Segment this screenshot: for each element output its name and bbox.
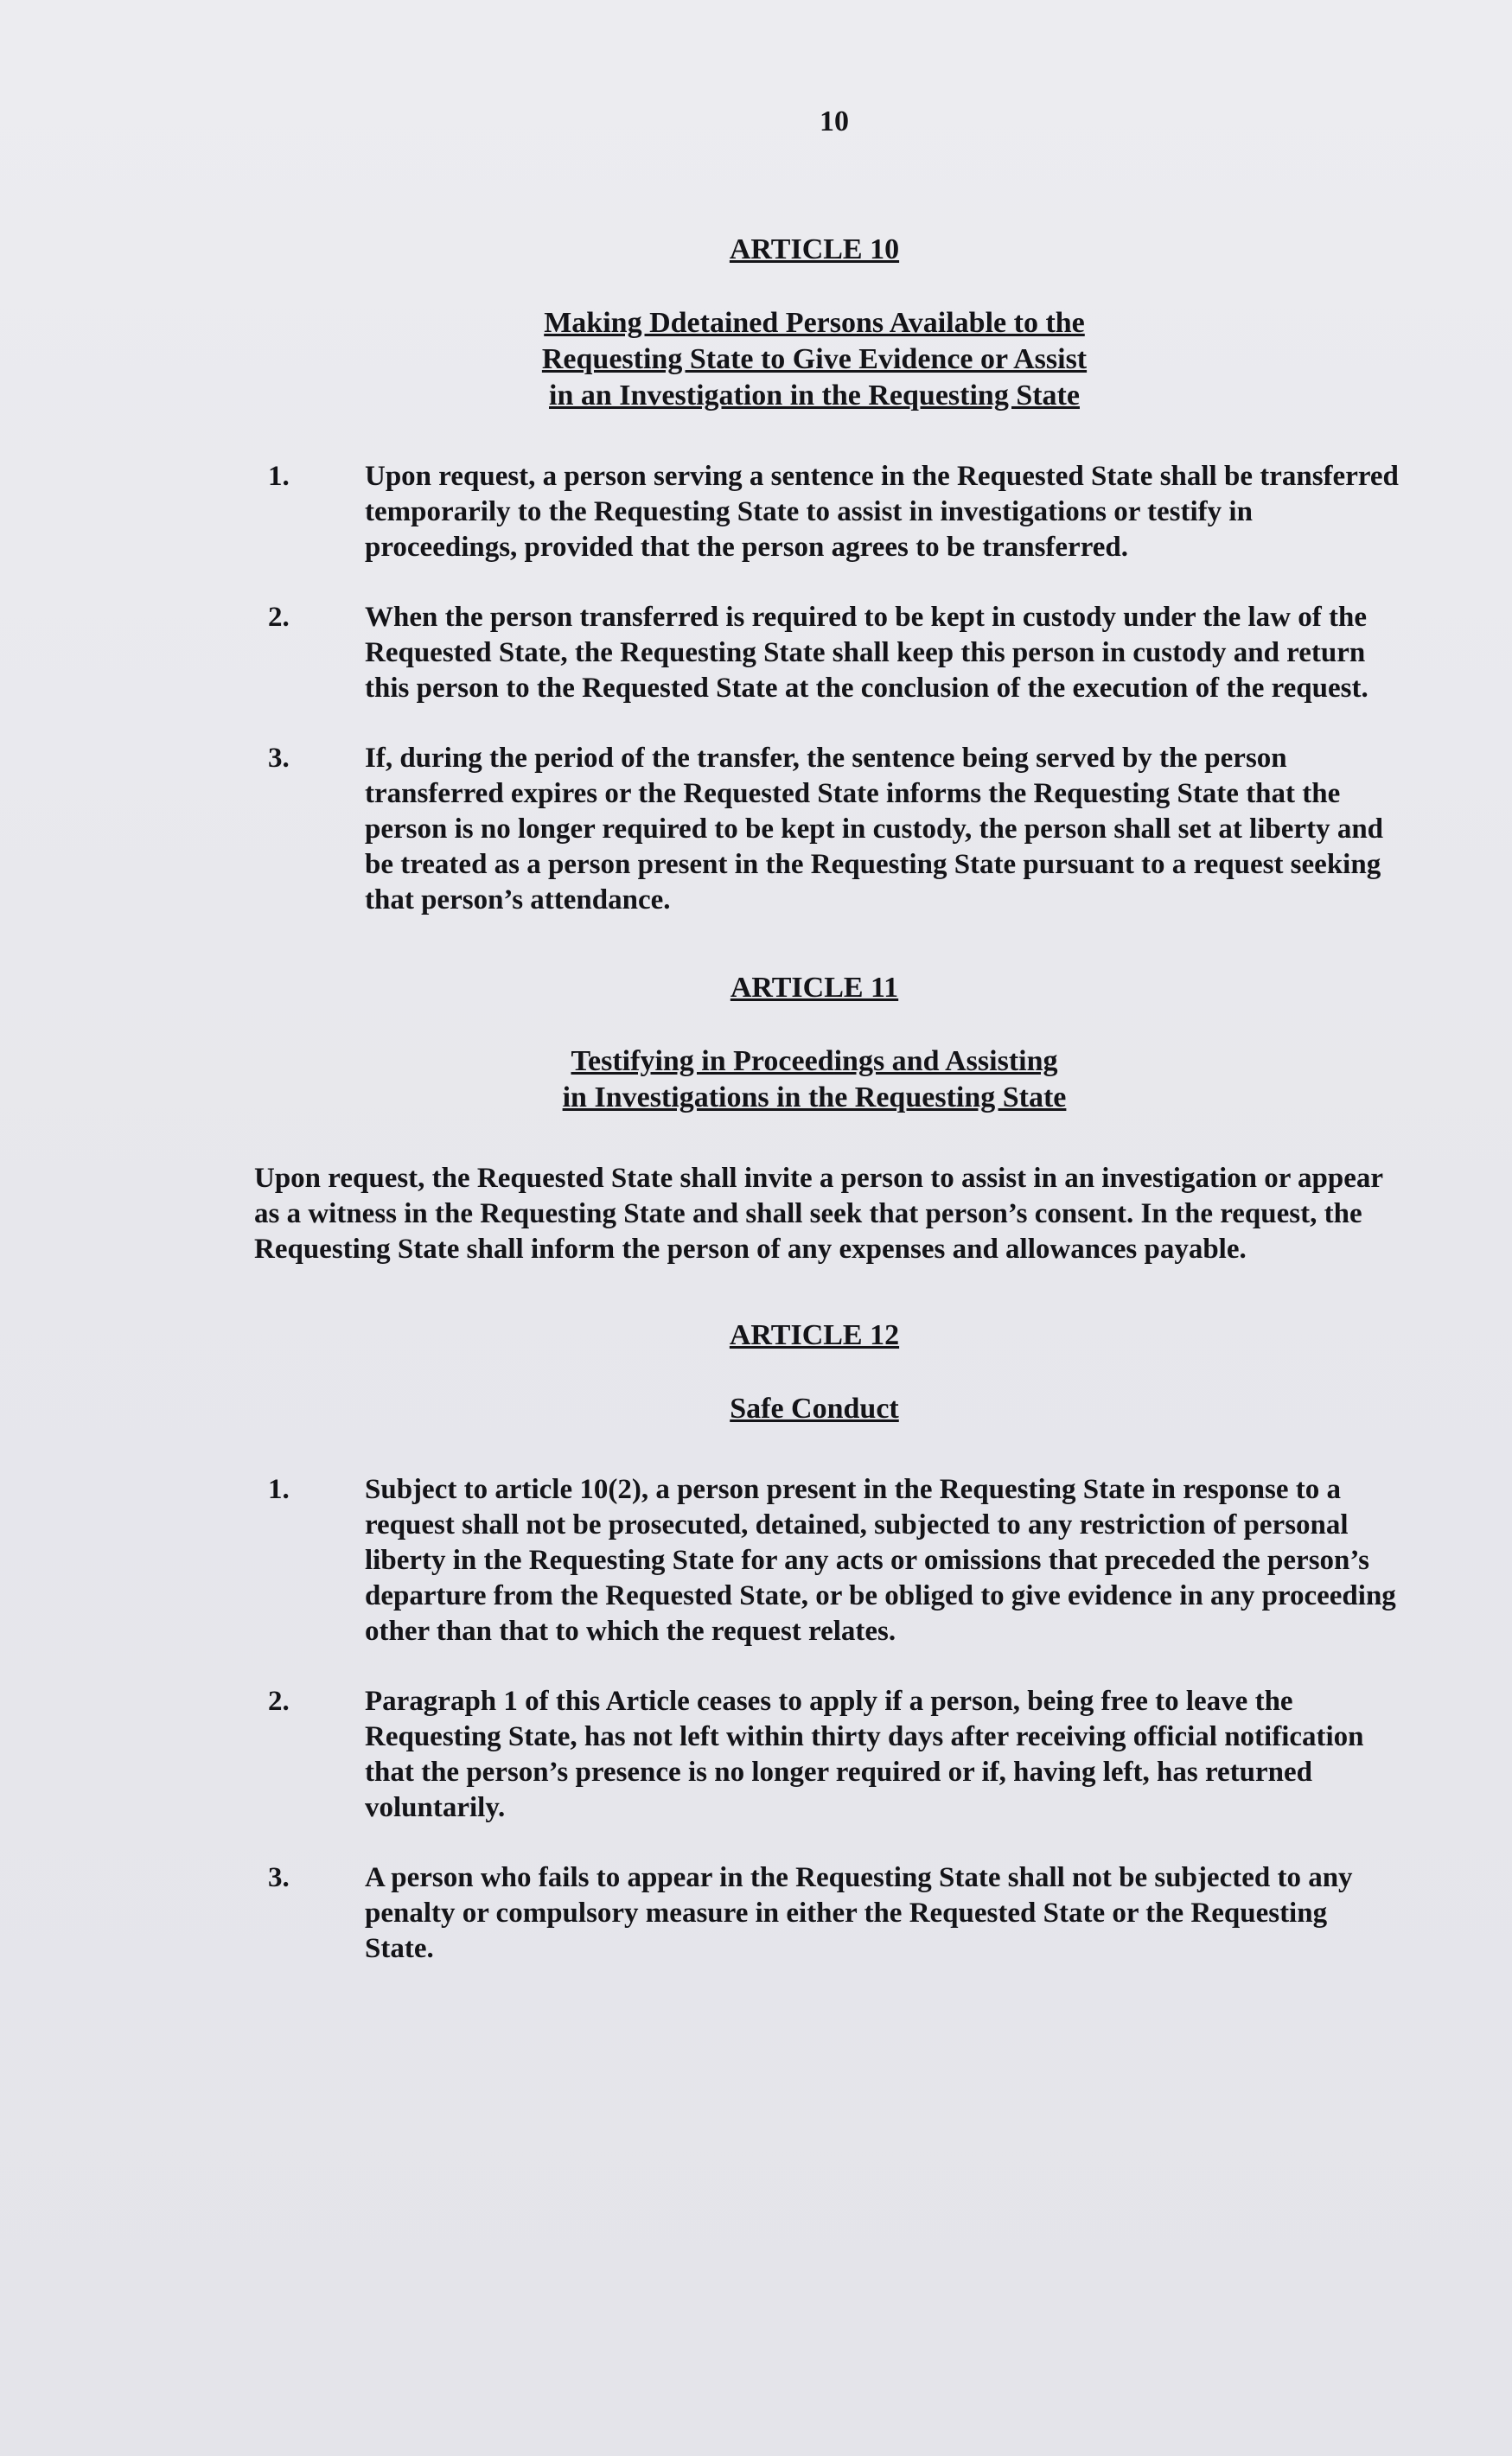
- article-12: [261, 1317, 1402, 1967]
- article-title: ARTICLE 12: [729, 1319, 900, 1351]
- article-subtitle: [261, 1391, 1402, 1427]
- article-subtitle: [261, 305, 1402, 414]
- page-number: 10: [820, 105, 849, 137]
- paragraph-text: A person who fails to appear in the Requesting State shall not be subjected to any penalty or compulsory measure in either the Requested State or the Requesting State.: [365, 1862, 1353, 1964]
- subtitle-line: Testifying in Proceedings and Assisting: [571, 1045, 1058, 1077]
- subtitle-line: Requesting State to Give Evidence or Assist: [541, 343, 1088, 375]
- paragraph: [261, 1684, 1402, 1826]
- subtitle-line: in Investigations in the Requesting State: [562, 1081, 1067, 1113]
- article-10: [261, 232, 1402, 918]
- article-title: ARTICLE 10: [729, 233, 900, 265]
- paragraph-number: 3.: [268, 743, 290, 774]
- paragraph: [261, 600, 1402, 706]
- subtitle-line: in an Investigation in the Requesting State: [549, 380, 1080, 411]
- article-text: Upon request, the Requested State shall invite a person to assist in an investigation or appear as a witness in the Requesting State and shall seek that person’s consent. In the request, the Requesting State shall inform the person of any expenses and allowances payable.: [254, 1163, 1383, 1265]
- subtitle-line: Making Ddetained Persons Available to the: [544, 307, 1085, 339]
- paragraph: [261, 1472, 1402, 1649]
- paragraph-number: 1.: [268, 461, 290, 492]
- paragraph-text: Upon request, a person serving a sentence in the Requested State shall be transferred temporarily to the Requesting State to assist in investigations or testify in proceedings, provided that the person agrees to be transferred.: [365, 461, 1399, 563]
- paragraph: [261, 459, 1402, 565]
- paragraph-number: 2.: [268, 602, 290, 633]
- paragraph: [261, 1860, 1402, 1967]
- article-subtitle: [261, 1043, 1402, 1116]
- paragraph-text: If, during the period of the transfer, the sentence being served by the person transferred expires or the Requested State informs the Requesting State that the person is no longer required to be kept in custody, the person shall set at liberty and be treated as a person present in the Requesting State pursuant to a request seeking that person’s attendance.: [365, 743, 1384, 915]
- paragraph-number: 2.: [268, 1686, 290, 1717]
- paragraph-text: When the person transferred is required to be kept in custody under the law of the Requested State, the Requesting State shall keep this person in custody and return this person to the Requested State at the conclusion of the execution of the request.: [365, 602, 1368, 704]
- article-11: [254, 970, 1402, 1267]
- paragraph-number: 1.: [268, 1474, 290, 1505]
- document-body: [254, 232, 1402, 2001]
- paragraph-text: Subject to article 10(2), a person present in the Requesting State in response to a request shall not be prosecuted, detained, subjected to any restriction of personal liberty in the Requesting State for any acts or omissions that preceded the person’s departure from the Requested State, or be obliged to give evidence in any proceeding other than that to which the request relates.: [365, 1474, 1396, 1647]
- paragraph-text: Paragraph 1 of this Article ceases to apply if a person, being free to leave the Requesting State, has not left within thirty days after receiving official notification that the person’s presence is no longer required or if, having left, has returned voluntarily.: [365, 1686, 1364, 1823]
- article-title: ARTICLE 11: [730, 972, 899, 1004]
- paragraph: [261, 741, 1402, 918]
- paragraph-number: 3.: [268, 1862, 290, 1893]
- subtitle-line: Safe Conduct: [730, 1393, 899, 1425]
